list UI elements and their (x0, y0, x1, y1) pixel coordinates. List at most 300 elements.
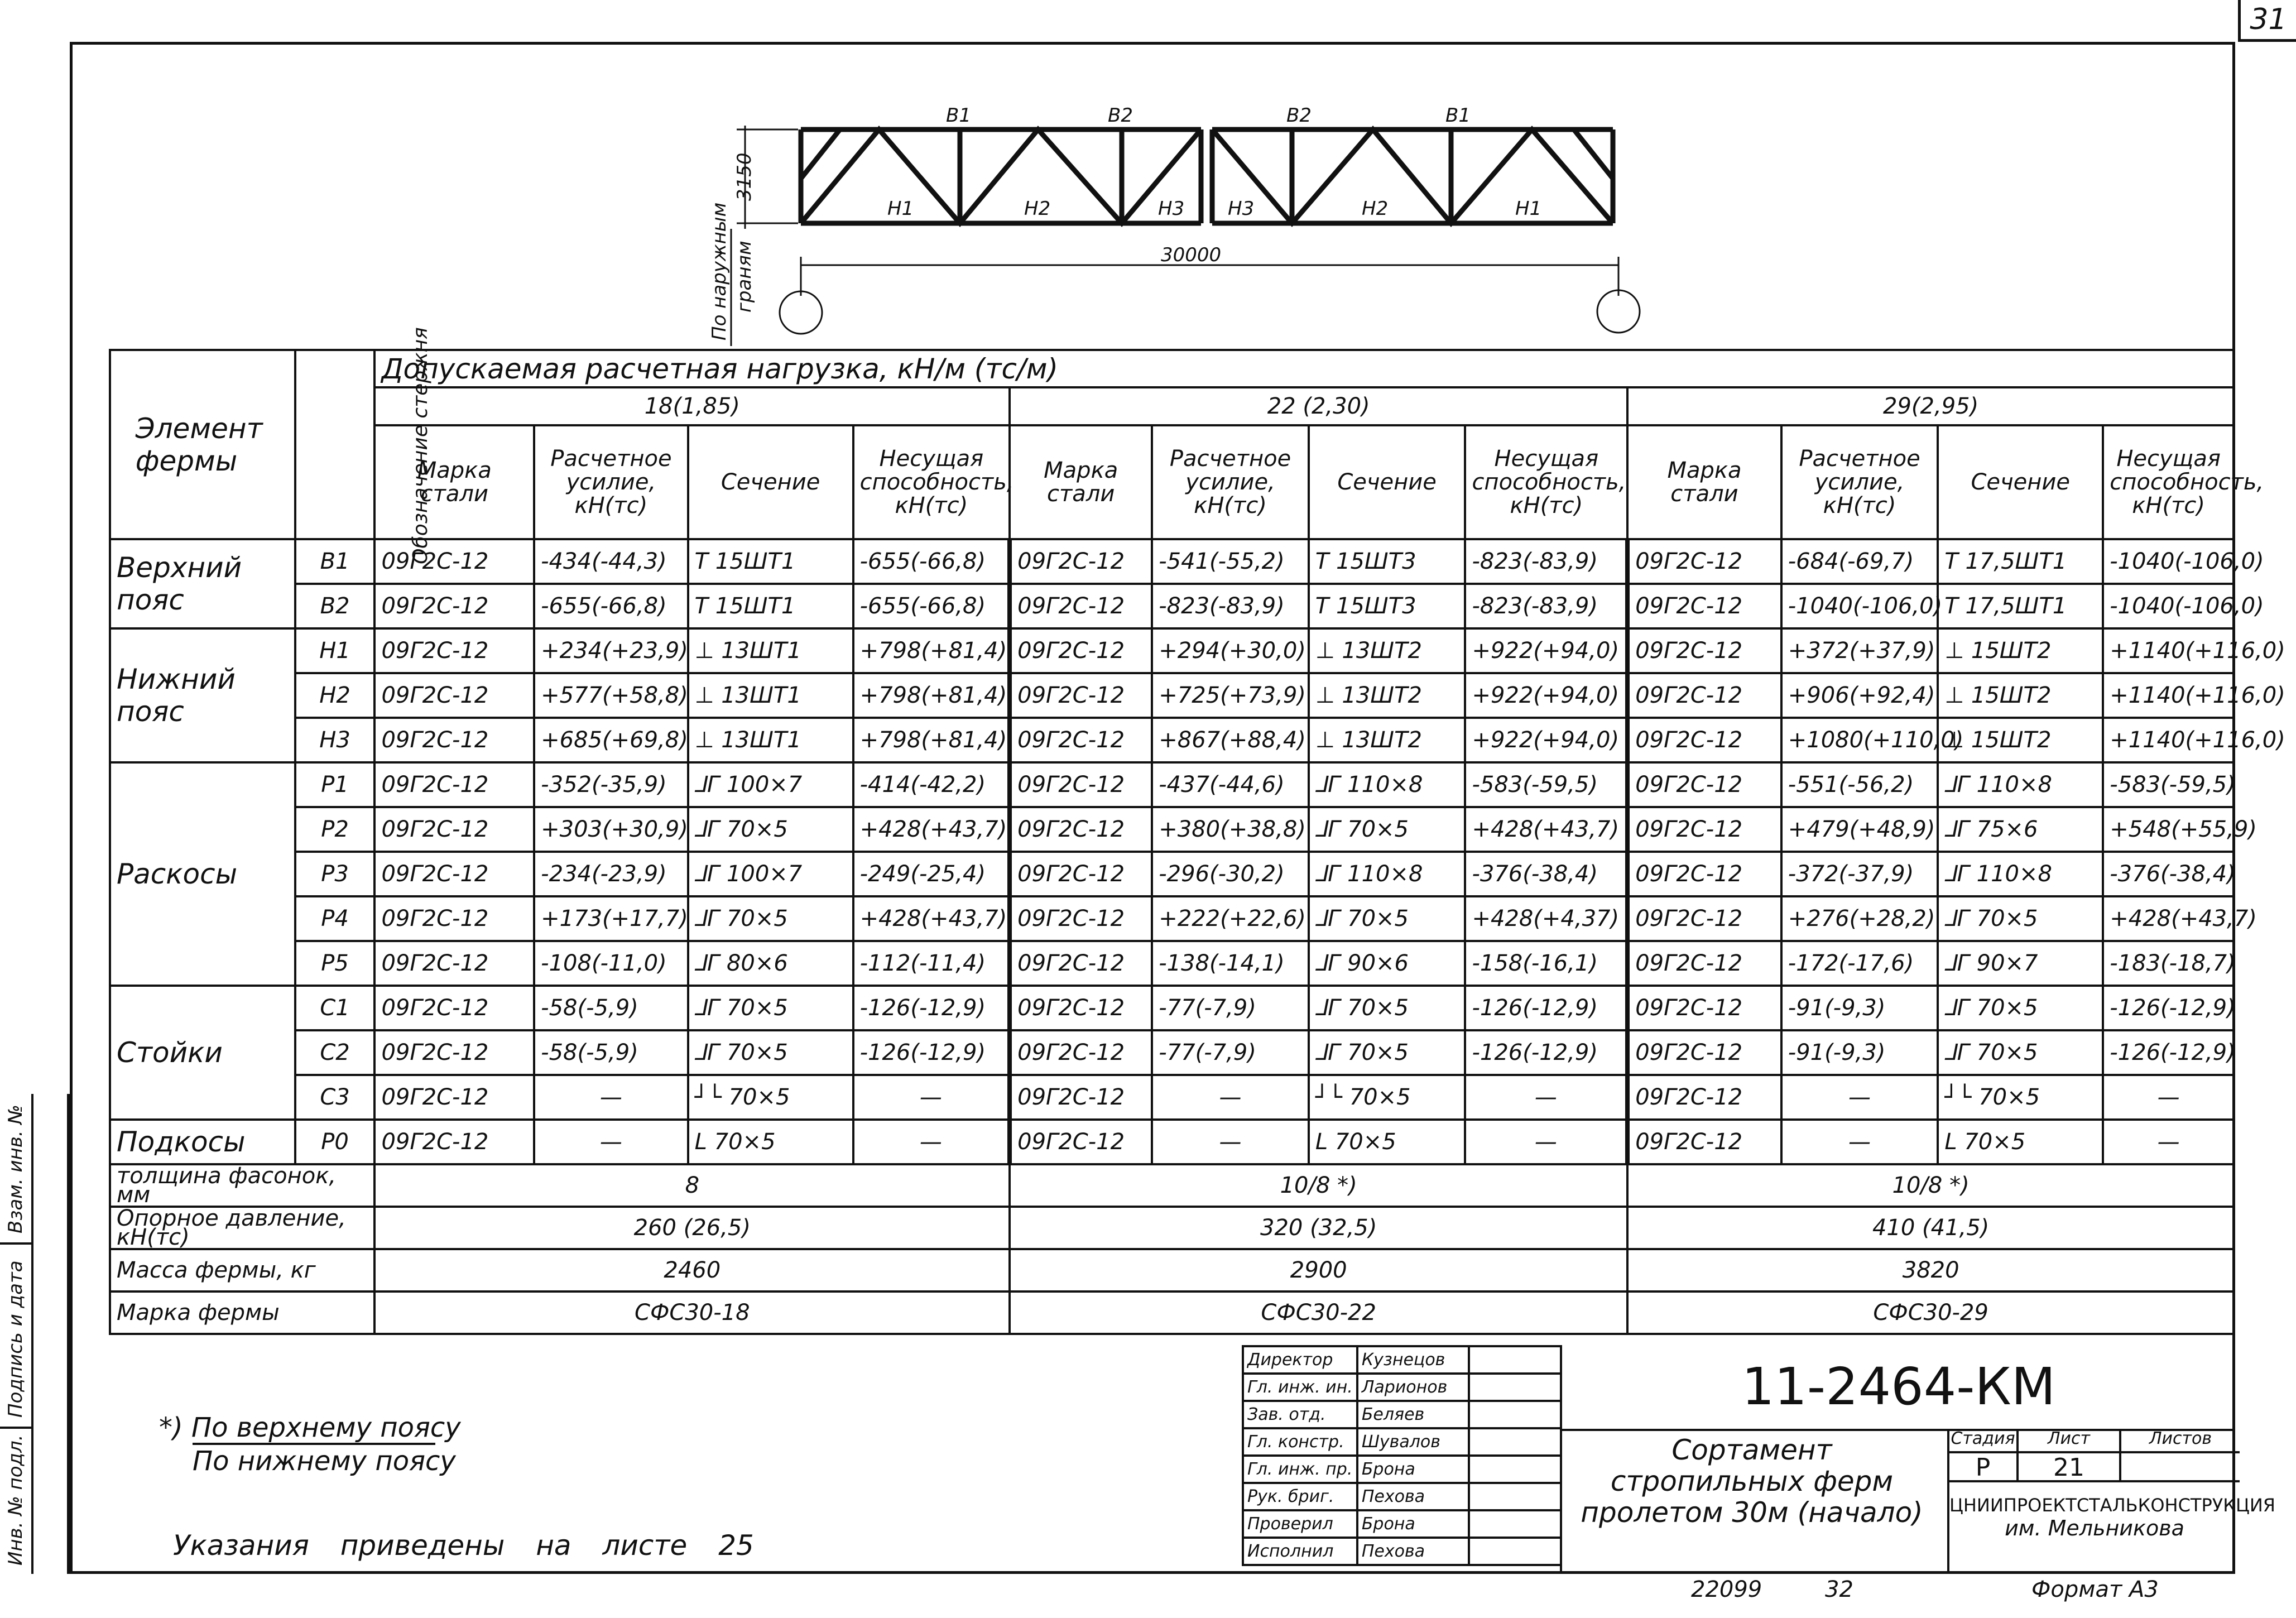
signature-mark (1469, 1428, 1561, 1456)
capacity: +428(+43,7) (853, 896, 1010, 941)
signature-role: Гл. констр. (1243, 1428, 1357, 1456)
steel-grade: 09Г2С-12 (1010, 807, 1152, 852)
strip-cell: Подпись и дата (0, 1245, 33, 1429)
load-title: Допускаемая расчетная нагрузка, кН/м (тс/м) (374, 350, 2234, 387)
section: L 70×5 (688, 1120, 853, 1164)
section: ⅃Г 70×5 (1309, 1030, 1466, 1075)
capacity: -1040(-106,0) (2103, 584, 2234, 628)
capacity: +922(+94,0) (1465, 673, 1627, 718)
steel-grade: 09Г2С-12 (374, 673, 534, 718)
bar-designation: В2 (295, 584, 375, 628)
design-force: +725(+73,9) (1152, 673, 1309, 718)
design-force: +1080(+110,0) (1781, 718, 1938, 762)
signature-role: Директор (1243, 1346, 1357, 1374)
section: Т 15ШТ1 (688, 584, 853, 628)
table-row (110, 762, 2234, 807)
stage-value: Р (1949, 1453, 2019, 1480)
truss-label: В1 (1445, 104, 1471, 127)
design-force: — (534, 1075, 688, 1120)
column-header: Расчетное усилие, кН(тс) (534, 425, 688, 539)
bar-designation: Р5 (295, 941, 375, 986)
capacity: +798(+81,4) (853, 628, 1010, 673)
design-force: -541(-55,2) (1152, 539, 1309, 584)
section: ⅃Г 70×5 (1938, 1030, 2103, 1075)
bar-designation: С2 (295, 1030, 375, 1075)
section: ⊥ 13ШТ2 (1309, 628, 1466, 673)
bar-designation: Н1 (295, 628, 375, 673)
section: L 70×5 (1938, 1120, 2103, 1164)
sheets-label: Листов (2149, 1429, 2212, 1448)
section: ⅃Г 100×7 (688, 852, 853, 896)
bar-designation: Р1 (295, 762, 375, 807)
summary-value: 10/8 *) (1627, 1164, 2234, 1207)
truss-label: В1 (946, 104, 971, 127)
org-subtitle: им. Мельникова (2005, 1516, 2184, 1540)
steel-grade: 09Г2С-12 (374, 628, 534, 673)
signature-role: Гл. инж. пр. (1243, 1456, 1357, 1483)
section: Т 17,5ШТ1 (1938, 584, 2103, 628)
capacity: -583(-59,5) (2103, 762, 2234, 807)
section: ⅃Г 70×5 (688, 986, 853, 1030)
steel-grade: 09Г2С-12 (1010, 584, 1152, 628)
capacity: — (1465, 1120, 1627, 1164)
steel-grade: 09Г2С-12 (374, 718, 534, 762)
section: ⊥ 13ШТ2 (1309, 718, 1466, 762)
steel-grade: 09Г2С-12 (1627, 1120, 1781, 1164)
design-force: -372(-37,9) (1781, 852, 1938, 896)
truss-side-note: По наружным (708, 202, 731, 340)
summary-value: 2900 (1010, 1249, 1627, 1291)
steel-grade: 09Г2С-12 (1627, 539, 1781, 584)
design-force: +276(+28,2) (1781, 896, 1938, 941)
signature-name: Ларионов (1357, 1374, 1469, 1401)
note-top-chord: *) По верхнему поясу (159, 1412, 461, 1443)
section: ⅃Г 70×5 (1309, 896, 1466, 941)
capacity: — (1465, 1075, 1627, 1120)
section: ⅃Г 100×7 (688, 762, 853, 807)
capacity: +428(+4,37) (1465, 896, 1627, 941)
design-force: +380(+38,8) (1152, 807, 1309, 852)
design-force: -77(-7,9) (1152, 986, 1309, 1030)
signature-table (1242, 1345, 1562, 1566)
table-row (110, 584, 2234, 628)
summary-value: СФС30-29 (1627, 1291, 2234, 1334)
steel-grade: 09Г2С-12 (1010, 628, 1152, 673)
bar-designation: Р4 (295, 896, 375, 941)
capacity: -126(-12,9) (853, 1030, 1010, 1075)
steel-grade: 09Г2С-12 (1627, 852, 1781, 896)
steel-grade: 09Г2С-12 (1627, 584, 1781, 628)
steel-grade: 09Г2С-12 (1627, 1030, 1781, 1075)
design-force: +479(+48,9) (1781, 807, 1938, 852)
signature-name: Пехова (1357, 1483, 1469, 1510)
design-force: +234(+23,9) (534, 628, 688, 673)
section: ⅃Г 70×5 (688, 896, 853, 941)
truss-label: В2 (1286, 104, 1312, 127)
truss-height: 3150 (733, 152, 756, 201)
capacity: +1140(+116,0) (2103, 718, 2234, 762)
steel-grade: 09Г2С-12 (374, 1030, 534, 1075)
design-force: — (1152, 1120, 1309, 1164)
load-22: 22 (2,30) (1010, 387, 1627, 425)
table-row (110, 673, 2234, 718)
steel-grade: 09Г2С-12 (374, 986, 534, 1030)
capacity: -414(-42,2) (853, 762, 1010, 807)
truss-diagram (0, 0, 2296, 357)
design-force: -138(-14,1) (1152, 941, 1309, 986)
signature-mark (1469, 1510, 1561, 1538)
steel-grade: 09Г2С-12 (374, 941, 534, 986)
title-block (1242, 1345, 2275, 1574)
section: ⅃Г 90×7 (1938, 941, 2103, 986)
section: ⅃Г 110×8 (1938, 762, 2103, 807)
summary-value: 10/8 *) (1010, 1164, 1627, 1207)
header-element: Элемент фермы (110, 350, 295, 539)
design-force: -1040(-106,0) (1781, 584, 1938, 628)
design-force: +906(+92,4) (1781, 673, 1938, 718)
capacity: -126(-12,9) (853, 986, 1010, 1030)
section: Т 15ШТ3 (1309, 539, 1466, 584)
capacity: +798(+81,4) (853, 673, 1010, 718)
design-force: +222(+22,6) (1152, 896, 1309, 941)
capacity: -112(-11,4) (853, 941, 1010, 986)
design-force: +173(+17,7) (534, 896, 688, 941)
element-group: Верхний пояс (110, 539, 295, 628)
summary-label: Масса фермы, кг (110, 1249, 374, 1291)
bar-designation: Р3 (295, 852, 375, 896)
stage-label: Стадия (1949, 1429, 2019, 1451)
steel-grade: 09Г2С-12 (1627, 896, 1781, 941)
design-force: — (1781, 1075, 1938, 1120)
truss-side-note: граням (733, 241, 756, 313)
signature-row (1243, 1401, 1561, 1428)
signature-row (1243, 1346, 1561, 1374)
capacity: -126(-12,9) (1465, 1030, 1627, 1075)
sheet-label: Лист (2019, 1429, 2121, 1451)
column-header: Несущая способность, кН(тс) (1465, 425, 1627, 539)
steel-grade: 09Г2С-12 (374, 896, 534, 941)
steel-grade: 09Г2С-12 (1010, 762, 1152, 807)
steel-grade: 09Г2С-12 (374, 807, 534, 852)
section: ┘└ 70×5 (1938, 1075, 2103, 1120)
note-divider (193, 1443, 435, 1445)
table-row (110, 718, 2234, 762)
section: ⊥ 15ШТ2 (1938, 673, 2103, 718)
section: ⊥ 13ШТ1 (688, 628, 853, 673)
capacity: — (2103, 1075, 2234, 1120)
design-force: -551(-56,2) (1781, 762, 1938, 807)
capacity: -655(-66,8) (853, 539, 1010, 584)
design-force: -655(-66,8) (534, 584, 688, 628)
steel-grade: 09Г2С-12 (1010, 941, 1152, 986)
steel-grade: 09Г2С-12 (1010, 673, 1152, 718)
signature-role: Гл. инж. ин. (1243, 1374, 1357, 1401)
truss-label: Н2 (1024, 198, 1051, 220)
strip-cell: Инв. № подл. (0, 1429, 33, 1574)
design-force: +303(+30,9) (534, 807, 688, 852)
capacity: +428(+43,7) (853, 807, 1010, 852)
element-group: Нижний пояс (110, 628, 295, 762)
capacity: -158(-16,1) (1465, 941, 1627, 986)
element-group: Подкосы (110, 1120, 295, 1164)
truss-label: Н1 (887, 198, 914, 220)
design-force: -823(-83,9) (1152, 584, 1309, 628)
steel-grade: 09Г2С-12 (1627, 718, 1781, 762)
section: Т 15ШТ3 (1309, 584, 1466, 628)
column-header: Несущая способность, кН(тс) (853, 425, 1010, 539)
summary-value: 8 (374, 1164, 1010, 1207)
steel-grade: 09Г2С-12 (1627, 1075, 1781, 1120)
capacity: +1140(+116,0) (2103, 673, 2234, 718)
steel-grade: 09Г2С-12 (1010, 986, 1152, 1030)
section: ┘└ 70×5 (688, 1075, 853, 1120)
section: Т 17,5ШТ1 (1938, 539, 2103, 584)
capacity: +548(+55,9) (2103, 807, 2234, 852)
design-force: -434(-44,3) (534, 539, 688, 584)
table-row (110, 896, 2234, 941)
capacity: -376(-38,4) (2103, 852, 2234, 896)
steel-grade: 09Г2С-12 (1010, 718, 1152, 762)
signature-role: Зав. отд. (1243, 1401, 1357, 1428)
section: ⅃Г 70×5 (1309, 986, 1466, 1030)
org-name: ЦНИИПРОЕКТСТАЛЬКОНСТРУКЦИЯ (1949, 1495, 2275, 1516)
design-force: — (1781, 1120, 1938, 1164)
sheet-number: 31 (2238, 0, 2296, 42)
section: ⅃Г 90×6 (1309, 941, 1466, 986)
note-bottom-chord: По нижнему поясу (193, 1446, 456, 1477)
steel-grade: 09Г2С-12 (1010, 852, 1152, 896)
section: ⊥ 13ШТ1 (688, 673, 853, 718)
steel-grade: 09Г2С-12 (374, 852, 534, 896)
section: ⊥ 13ШТ2 (1309, 673, 1466, 718)
capacity: -183(-18,7) (2103, 941, 2234, 986)
capacity: — (853, 1120, 1010, 1164)
design-force: -58(-5,9) (534, 1030, 688, 1075)
steel-grade: 09Г2С-12 (1627, 762, 1781, 807)
capacity: -823(-83,9) (1465, 539, 1627, 584)
signature-name: Кузнецов (1357, 1346, 1469, 1374)
note-instructions: Указания приведены на листе 25 (173, 1529, 754, 1562)
capacity: -376(-38,4) (1465, 852, 1627, 896)
signature-name: Пехова (1357, 1538, 1469, 1565)
steel-grade: 09Г2С-12 (1010, 896, 1152, 941)
capacity: — (2103, 1120, 2234, 1164)
design-force: -108(-11,0) (534, 941, 688, 986)
steel-grade: 09Г2С-12 (374, 584, 534, 628)
design-force: -437(-44,6) (1152, 762, 1309, 807)
signature-row (1243, 1428, 1561, 1456)
table-row (110, 852, 2234, 896)
column-header: Сечение (1309, 425, 1466, 539)
summary-value: 2460 (374, 1249, 1010, 1291)
steel-grade: 09Г2С-12 (374, 539, 534, 584)
bar-designation: Р0 (295, 1120, 375, 1164)
section: ⅃Г 70×5 (688, 1030, 853, 1075)
summary-label: толщина фасонок, мм (110, 1164, 374, 1207)
signature-row (1243, 1510, 1561, 1538)
signature-row (1243, 1538, 1561, 1565)
capacity: -126(-12,9) (1465, 986, 1627, 1030)
section: ⅃Г 70×5 (1938, 986, 2103, 1030)
steel-grade: 09Г2С-12 (1627, 941, 1781, 986)
section: ⅃Г 70×5 (1938, 896, 2103, 941)
capacity: +922(+94,0) (1465, 718, 1627, 762)
signature-role: Проверил (1243, 1510, 1357, 1538)
header-designation: Обозначение стержня (295, 350, 375, 539)
bar-designation: Р2 (295, 807, 375, 852)
column-header: Расчетное усилие, кН(тс) (1781, 425, 1938, 539)
signature-name: Шувалов (1357, 1428, 1469, 1456)
design-force: +685(+69,8) (534, 718, 688, 762)
capacity: -1040(-106,0) (2103, 539, 2234, 584)
bar-designation: В1 (295, 539, 375, 584)
design-force: +294(+30,0) (1152, 628, 1309, 673)
column-header: Расчетное усилие, кН(тс) (1152, 425, 1309, 539)
design-force: +577(+58,8) (534, 673, 688, 718)
summary-row (110, 1249, 2234, 1291)
signature-row (1243, 1374, 1561, 1401)
column-header: Марка стали (1010, 425, 1152, 539)
capacity: -249(-25,4) (853, 852, 1010, 896)
section: ⅃Г 110×8 (1938, 852, 2103, 896)
signature-row (1243, 1483, 1561, 1510)
summary-value: 3820 (1627, 1249, 2234, 1291)
steel-grade: 09Г2С-12 (374, 762, 534, 807)
capacity: +428(+43,7) (2103, 896, 2234, 941)
section: ⅃Г 70×5 (688, 807, 853, 852)
design-force: — (534, 1120, 688, 1164)
drawing-title: Сортамент стропильных ферм пролетом 30м (начало) (1581, 1434, 1923, 1529)
summary-value: 320 (32,5) (1010, 1207, 1627, 1249)
steel-grade: 09Г2С-12 (1010, 1075, 1152, 1120)
steel-grade: 09Г2С-12 (1627, 628, 1781, 673)
element-group: Раскосы (110, 762, 295, 986)
bar-designation: С3 (295, 1075, 375, 1120)
drawing-code: 11-2464-КМ (1562, 1345, 2235, 1431)
summary-row (110, 1291, 2234, 1334)
steel-grade: 09Г2С-12 (1010, 1120, 1152, 1164)
column-header: Марка стали (1627, 425, 1781, 539)
signature-mark (1469, 1456, 1561, 1483)
page-index: 32 (1825, 1577, 1853, 1602)
column-header: Сечение (688, 425, 853, 539)
truss-assortment-table (109, 327, 2285, 1335)
section: ┘└ 70×5 (1309, 1075, 1466, 1120)
design-force: -172(-17,6) (1781, 941, 1938, 986)
summary-value: СФС30-22 (1010, 1291, 1627, 1334)
design-force: -234(-23,9) (534, 852, 688, 896)
summary-label: Опорное давление, кН(тс) (110, 1207, 374, 1249)
table-row (110, 628, 2234, 673)
strip-cell: Взам. инв. № (0, 1094, 33, 1245)
table-row (110, 941, 2234, 986)
stamp-right (1560, 1345, 2275, 1574)
table-row (110, 1075, 2234, 1120)
summary-value: 260 (26,5) (374, 1207, 1010, 1249)
signature-mark (1469, 1346, 1561, 1374)
steel-grade: 09Г2С-12 (1010, 539, 1152, 584)
signature-mark (1469, 1374, 1561, 1401)
truss-label: Н3 (1228, 198, 1255, 220)
steel-grade: 09Г2С-12 (374, 1120, 534, 1164)
signature-name: Беляев (1357, 1401, 1469, 1428)
signature-mark (1469, 1401, 1561, 1428)
section: ⅃Г 80×6 (688, 941, 853, 986)
capacity: -126(-12,9) (2103, 1030, 2234, 1075)
table-row (110, 1120, 2234, 1164)
section: ⊥ 15ШТ2 (1938, 718, 2103, 762)
section: ⅃Г 110×8 (1309, 762, 1466, 807)
table-row (110, 1030, 2234, 1075)
capacity: +1140(+116,0) (2103, 628, 2234, 673)
summary-row (110, 1164, 2234, 1207)
left-stamp-strip (0, 1094, 70, 1574)
steel-grade: 09Г2С-12 (1627, 673, 1781, 718)
section: Т 15ШТ1 (688, 539, 853, 584)
design-force: — (1152, 1075, 1309, 1120)
signature-name: Брона (1357, 1456, 1469, 1483)
archive-number: 22099 (1691, 1577, 1762, 1602)
capacity: -583(-59,5) (1465, 762, 1627, 807)
capacity: +922(+94,0) (1465, 628, 1627, 673)
truss-label: Н2 (1362, 198, 1389, 220)
table-row (110, 986, 2234, 1030)
bar-designation: Н2 (295, 673, 375, 718)
capacity: +798(+81,4) (853, 718, 1010, 762)
column-header: Несущая способность, кН(тс) (2103, 425, 2234, 539)
load-18: 18(1,85) (374, 387, 1010, 425)
steel-grade: 09Г2С-12 (1627, 986, 1781, 1030)
design-force: -352(-35,9) (534, 762, 688, 807)
design-force: +372(+37,9) (1781, 628, 1938, 673)
truss-label: Н1 (1515, 198, 1542, 220)
element-group: Стойки (110, 986, 295, 1120)
signature-mark (1469, 1483, 1561, 1510)
steel-grade: 09Г2С-12 (374, 1075, 534, 1120)
bar-designation: С1 (295, 986, 375, 1030)
signature-row (1243, 1456, 1561, 1483)
truss-span: 30000 (1161, 244, 1222, 266)
design-force: -58(-5,9) (534, 986, 688, 1030)
summary-value: СФС30-18 (374, 1291, 1010, 1334)
bar-designation: Н3 (295, 718, 375, 762)
column-header: Марка стали (374, 425, 534, 539)
design-force: -91(-9,3) (1781, 986, 1938, 1030)
design-force: -91(-9,3) (1781, 1030, 1938, 1075)
summary-value: 410 (41,5) (1627, 1207, 2234, 1249)
design-force: -684(-69,7) (1781, 539, 1938, 584)
paper-format: Формат А3 (2031, 1577, 2159, 1602)
section: ⅃Г 110×8 (1309, 852, 1466, 896)
section: ⊥ 13ШТ1 (688, 718, 853, 762)
steel-grade: 09Г2С-12 (1627, 807, 1781, 852)
stage-block (1947, 1429, 2275, 1574)
design-force: +867(+88,4) (1152, 718, 1309, 762)
signature-role: Рук. бриг. (1243, 1483, 1357, 1510)
sheet-value: 21 (2019, 1453, 2121, 1480)
capacity: +428(+43,7) (1465, 807, 1627, 852)
summary-row (110, 1207, 2234, 1249)
table-row (110, 807, 2234, 852)
column-header: Сечение (1938, 425, 2103, 539)
section: ⅃Г 70×5 (1309, 807, 1466, 852)
truss-label: Н3 (1158, 198, 1185, 220)
capacity: -126(-12,9) (2103, 986, 2234, 1030)
design-force: -77(-7,9) (1152, 1030, 1309, 1075)
signature-role: Исполнил (1243, 1538, 1357, 1565)
capacity: -655(-66,8) (853, 584, 1010, 628)
signature-name: Брона (1357, 1510, 1469, 1538)
